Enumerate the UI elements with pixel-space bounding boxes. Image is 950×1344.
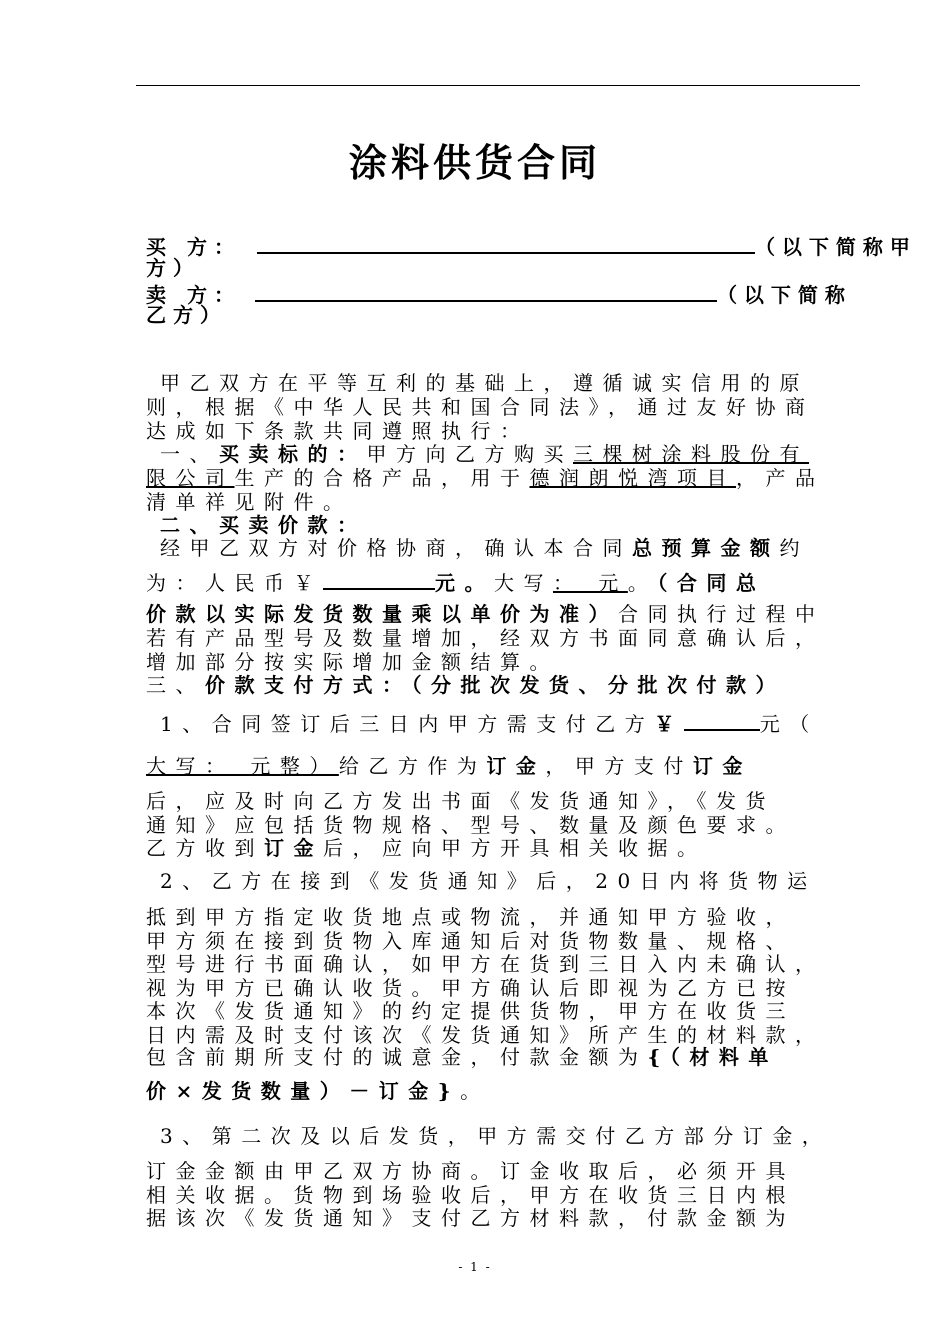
clause-2-line-2: 抵到甲方指定收货地点或物流，并通知甲方验收， <box>146 905 795 929</box>
deposit-term: 订金 <box>486 754 546 778</box>
section-1-line-3: 清单祥见附件。 <box>146 490 353 514</box>
section-2-line-5: 增加部分按实际增加金额结算。 <box>146 650 559 674</box>
intro-line-1: 甲乙双方在平等互利的基础上，遵循诚实信用的原 <box>160 371 809 395</box>
seller-blank[interactable] <box>255 280 717 302</box>
clause-1-line-5 <box>146 836 850 860</box>
clause-1-text-5: 乙方收到 <box>146 836 264 860</box>
buyer-line <box>146 232 917 259</box>
section-1-text-2: 生产的合格产品，用于 <box>234 466 530 490</box>
page-number: - 1 - <box>458 1260 492 1274</box>
clause-2-line-5: 视为甲方已确认收货。甲方确认后即视为乙方已按 <box>146 976 795 1000</box>
supplier-company-name-cont: 限公司 <box>146 466 235 490</box>
deposit-term-2: 订金 <box>692 754 752 778</box>
clause-3-line-1: 3、第二次及以后发货，甲方需交付乙方部分订金， <box>160 1124 832 1148</box>
rmb-label: 为：人民币￥ <box>146 571 323 595</box>
clause-1-line-4: 通知》应包括货物规格、型号、数量及颜色要求。 <box>146 813 795 837</box>
clause-2-line-6: 本次《发货通知》的约定提供货物，甲方在收货三 <box>146 999 795 1023</box>
amount-blank[interactable] <box>323 568 435 590</box>
yen-sign: ￥ <box>654 712 684 736</box>
section-2-text-2: 约 <box>779 536 809 560</box>
section-1-text-3: ，产品 <box>736 466 825 490</box>
section-1-line-1 <box>146 442 864 466</box>
supplier-company-name: 三棵树涂料股份有 <box>573 442 809 466</box>
clause-2-line-4: 型号进行书面确认，如甲方在货到三日入内未确认， <box>146 952 825 976</box>
section-2-line-2 <box>146 568 850 595</box>
contract-total-note: （合同总 <box>657 571 766 595</box>
deposit-daxie-blank[interactable]: 大写： 元整） <box>146 754 339 778</box>
section-2-line-3 <box>146 602 850 626</box>
section-2-line-1 <box>146 536 864 560</box>
seller-label: 卖 方： <box>146 283 241 307</box>
section-2-text: 经甲乙双方对价格协商，确认本合同 <box>160 536 632 560</box>
clause-2-line-8 <box>146 1045 850 1069</box>
buyer-label: 买 方： <box>146 235 241 259</box>
clause-1-line-2 <box>146 754 850 778</box>
yuan-label: 元。 <box>435 571 494 595</box>
clause-2-line-7: 日内需及时支付该次《发货通知》所产生的材料款， <box>146 1023 825 1047</box>
section-1-number: 一、 <box>160 442 219 466</box>
clause-3-line-3: 相关收据。货物到场验收后，甲方在收货三日内根 <box>146 1183 795 1207</box>
buyer-line-2: 方） <box>146 256 200 280</box>
buyer-blank[interactable] <box>257 232 755 254</box>
header-rule <box>136 85 860 86</box>
clause-1-text-4: ，甲方支付 <box>545 754 693 778</box>
seller-suffix: （以下简称 <box>716 283 852 307</box>
deposit-amount-blank[interactable] <box>684 709 760 731</box>
daxie-label: 大写 <box>494 571 553 595</box>
clause-2-line-1: 2、乙方在接到《发货通知》后，20日内将货物运 <box>160 869 817 893</box>
intro-line-3: 达成如下条款共同遵照执行： <box>146 419 530 443</box>
section-3-heading-line <box>146 673 850 697</box>
document-title: 涂料供货合同 <box>348 141 601 185</box>
clause-3-line-4: 据该次《发货通知》支付乙方材料款，付款金额为 <box>146 1206 795 1230</box>
section-3-heading: 价款支付方式：（分批次发货、分批次付款） <box>205 673 785 697</box>
section-2-line-4: 若有产品型号及数量增加，经双方书面同意确认后， <box>146 626 825 650</box>
deposit-term-3: 订金 <box>264 836 323 860</box>
clause-1-text-2: 元（ <box>759 712 819 736</box>
clause-3-line-2: 订金金额由甲乙双方协商。订金收取后，必须开具 <box>146 1159 795 1183</box>
project-name: 德润朗悦湾项目 <box>529 466 736 490</box>
section-1-line-2 <box>146 466 850 490</box>
period-2: 。 <box>460 1079 490 1103</box>
section-1-text: 甲方向乙方购买 <box>366 442 573 466</box>
clause-1-line-1 <box>146 709 864 736</box>
clause-1-text: 1、合同签订后三日内甲方需支付乙方 <box>160 712 655 736</box>
clause-1-line-3: 后，应及时向乙方发出书面《发货通知》，《发货 <box>146 789 775 813</box>
clause-2-line-3: 甲方须在接到货物入库通知后对货物数量、规格、 <box>146 929 795 953</box>
section-2-text-3: 合同执行过程中 <box>618 602 825 626</box>
section-1-heading: 买卖标的： <box>219 442 367 466</box>
contract-total-note-cont: 价款以实际发货数量乘以单价为准） <box>146 602 618 626</box>
clause-2-line-9 <box>146 1079 850 1103</box>
clause-1-text-3: 给乙方作为 <box>338 754 487 778</box>
clause-1-text-6: 后，应向甲方开具相关收据。 <box>323 836 707 860</box>
payment-formula: {（材料单 <box>647 1045 778 1069</box>
section-2-heading: 二、买卖价款： <box>160 513 367 537</box>
total-budget-label: 总预算金额 <box>632 536 780 560</box>
intro-line-2: 则，根据《中华人民共和国合同法》，通过友好协商 <box>146 395 815 419</box>
clause-2-text: 包含前期所支付的诚意金，付款金额为 <box>146 1045 648 1069</box>
daxie-amount-blank[interactable]: ： 元 <box>553 571 628 595</box>
buyer-suffix: （以下简称甲 <box>754 235 917 259</box>
payment-formula-cont: 价×发货数量）－订金} <box>146 1079 461 1103</box>
period: 。 <box>627 571 658 595</box>
section-3-number: 三、 <box>146 673 205 697</box>
seller-line-2: 乙方） <box>146 303 227 327</box>
